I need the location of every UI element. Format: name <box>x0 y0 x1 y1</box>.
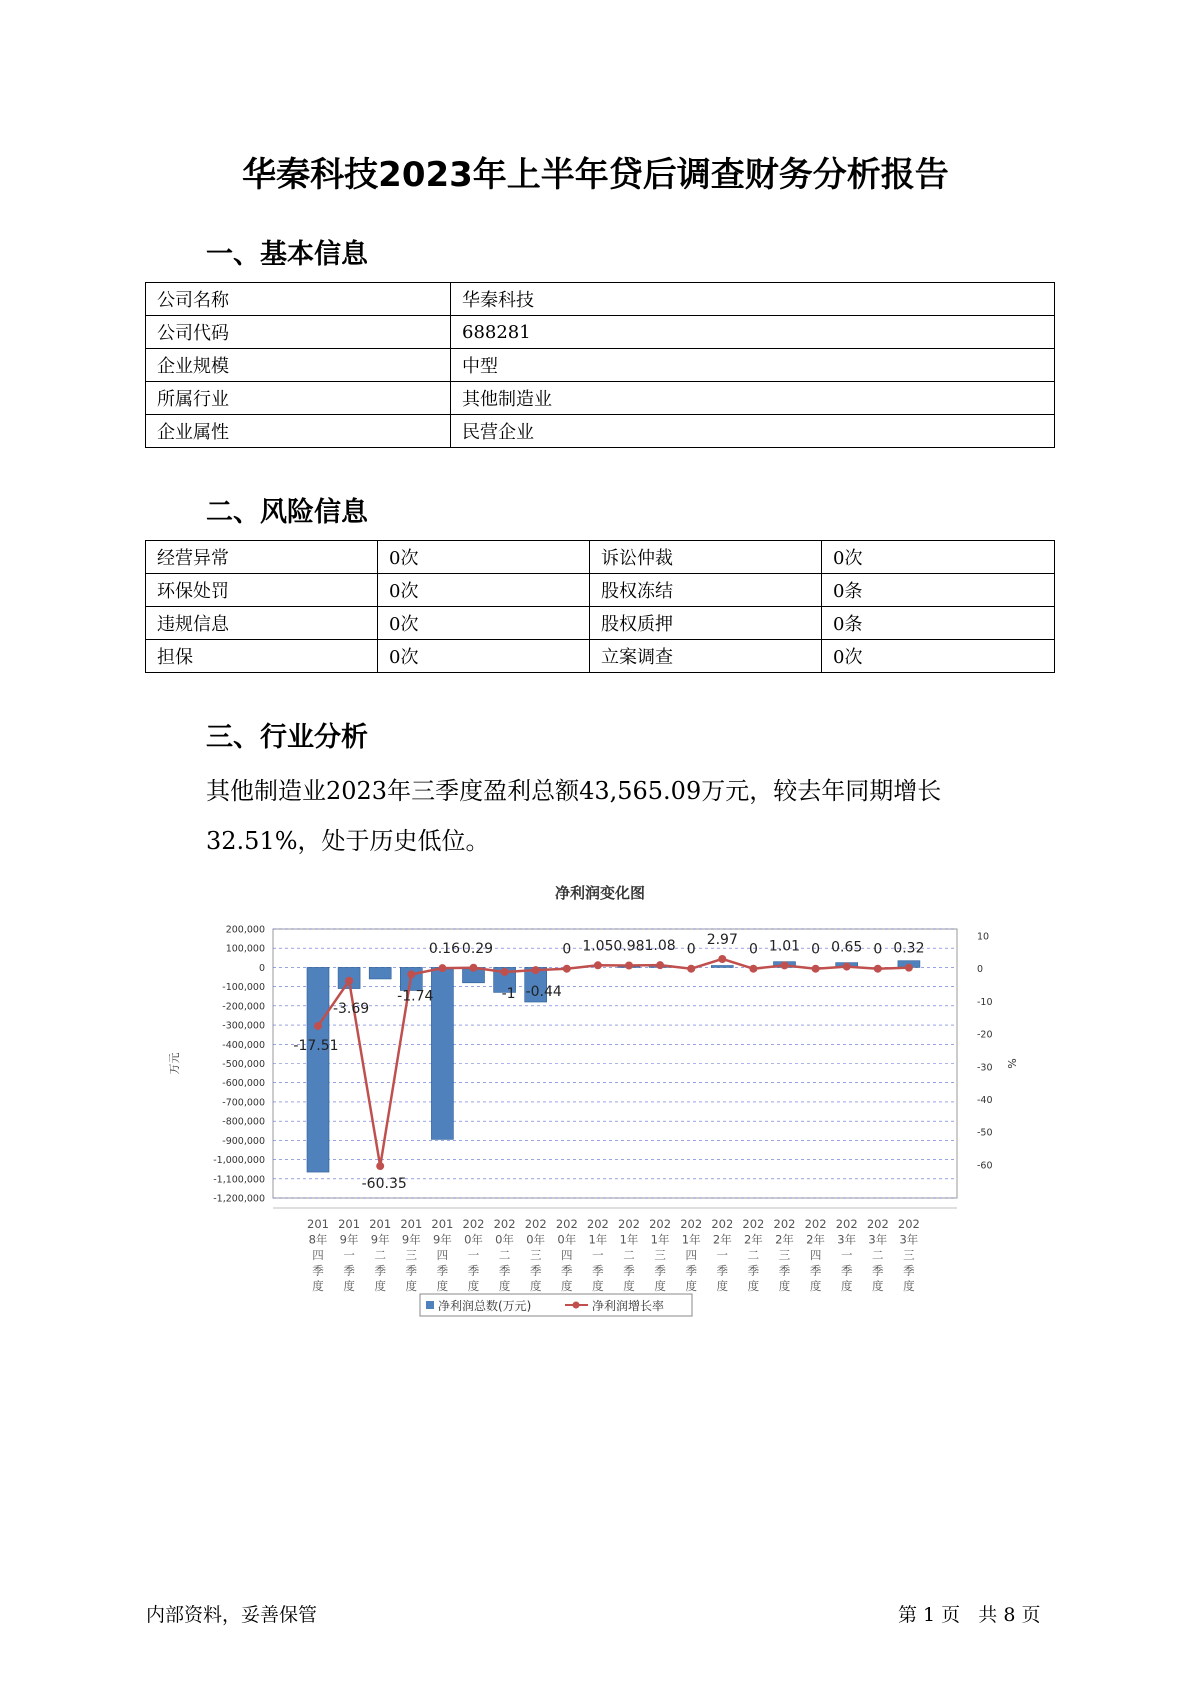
x-tick-label: 度 <box>592 1279 604 1293</box>
x-tick-label: 一 <box>716 1248 729 1262</box>
growth-point <box>718 955 726 963</box>
legend-line-marker <box>573 1302 580 1309</box>
x-tick-label: 季 <box>809 1263 822 1278</box>
basic-info-row <box>146 382 1055 415</box>
x-tick-label: 四 <box>809 1248 822 1262</box>
x-tick-label: 一 <box>467 1248 480 1262</box>
data-label: -0.44 <box>525 984 562 1001</box>
x-tick-label: 3年 <box>868 1232 888 1247</box>
growth-point <box>314 1022 322 1030</box>
x-tick-label: 一 <box>343 1248 355 1262</box>
basic-info-value: 其他制造业 <box>451 382 1055 415</box>
x-tick-label: 201 <box>307 1217 329 1231</box>
bar <box>307 967 329 1172</box>
y-tick-label: 0 <box>258 962 265 974</box>
basic-info-label: 公司代码 <box>146 316 451 349</box>
x-tick-label: 202 <box>680 1217 703 1231</box>
x-tick-label: 201 <box>431 1217 454 1231</box>
data-label: 0 <box>811 941 821 958</box>
data-label: 0.16 <box>428 941 460 958</box>
x-tick-label: 季 <box>840 1263 853 1278</box>
y-tick-label: -100,000 <box>222 982 265 994</box>
y-tick-label: 200,000 <box>225 924 265 936</box>
bar <box>431 967 453 1139</box>
x-tick-label: 季 <box>778 1263 791 1278</box>
x-tick-label: 9年 <box>432 1232 452 1247</box>
x-tick-label: 度 <box>809 1279 822 1293</box>
chart-title: 净利润变化图 <box>554 884 646 902</box>
x-tick-label: 季 <box>716 1263 729 1278</box>
legend-line-label: 净利润增长率 <box>592 1299 665 1313</box>
risk-label: 环保处罚 <box>146 574 378 607</box>
x-tick-label: 二 <box>623 1248 635 1262</box>
data-label: -1.74 <box>397 988 434 1005</box>
basic-info-row <box>146 283 1055 316</box>
x-tick-label: 季 <box>498 1263 511 1278</box>
footer-page-number: 第 1 页 共 8 页 <box>898 1604 1041 1626</box>
x-tick-label: 度 <box>312 1279 324 1293</box>
y-tick-label: -500,000 <box>222 1059 265 1070</box>
x-tick-label: 3年 <box>899 1232 919 1247</box>
y-tick-label: -1,000,000 <box>213 1155 265 1167</box>
basic-info-value: 华秦科技 <box>451 283 1055 316</box>
x-tick-label: 三 <box>654 1248 666 1262</box>
risk-value: 0次 <box>378 607 590 640</box>
x-tick-label: 202 <box>649 1217 672 1231</box>
x-tick-label: 202 <box>462 1217 485 1231</box>
x-tick-label: 度 <box>840 1279 853 1293</box>
x-tick-label: 202 <box>524 1217 547 1231</box>
x-tick-label: 季 <box>747 1263 760 1278</box>
x-tick-label: 季 <box>685 1263 697 1278</box>
growth-point <box>345 977 353 985</box>
x-tick-label: 度 <box>716 1279 729 1293</box>
growth-point <box>376 1162 384 1170</box>
basic-info-value: 688281 <box>451 316 1055 349</box>
growth-point <box>843 963 851 971</box>
x-tick-label: 季 <box>529 1263 542 1278</box>
x-tick-label: 202 <box>493 1217 516 1231</box>
x-tick-label: 四 <box>561 1248 573 1262</box>
growth-point <box>781 961 789 969</box>
x-tick-label: 1年 <box>650 1232 670 1247</box>
x-tick-label: 度 <box>498 1279 511 1293</box>
x-tick-label: 度 <box>903 1279 915 1293</box>
x-tick-label: 季 <box>561 1263 573 1278</box>
x-tick-label: 二 <box>498 1248 511 1262</box>
risk-label: 股权质押 <box>590 607 822 640</box>
x-tick-label: 季 <box>623 1263 635 1278</box>
risk-value: 0次 <box>378 640 590 673</box>
x-tick-label: 一 <box>592 1248 604 1262</box>
industry-paragraph <box>206 766 1046 866</box>
growth-point <box>594 961 602 969</box>
section-heading-basic-info: 一、基本信息 <box>206 239 368 270</box>
basic-info-label: 企业属性 <box>146 415 451 448</box>
growth-point <box>905 964 913 972</box>
x-tick-label: 度 <box>467 1279 480 1293</box>
x-tick-label: 季 <box>467 1263 480 1278</box>
x-tick-label: 202 <box>804 1217 827 1231</box>
risk-value: 0条 <box>822 607 1055 640</box>
x-tick-label: 季 <box>436 1263 449 1278</box>
x-tick-label: 1年 <box>619 1232 639 1247</box>
x-tick-label: 0年 <box>526 1232 546 1247</box>
x-tick-label: 202 <box>618 1217 640 1231</box>
growth-point <box>501 968 509 976</box>
data-label: 0.65 <box>831 939 863 956</box>
x-tick-label: 度 <box>529 1279 542 1293</box>
x-tick-label: 三 <box>903 1248 915 1262</box>
y-tick-label: -1,200,000 <box>213 1193 265 1205</box>
x-tick-label: 202 <box>742 1217 765 1231</box>
section-heading-industry: 三、行业分析 <box>206 722 368 753</box>
x-tick-label: 季 <box>592 1263 604 1278</box>
x-tick-label: 季 <box>374 1263 386 1278</box>
page-title: 华秦科技2023年上半年贷后调查财务分析报告 <box>242 155 949 195</box>
x-tick-label: 三 <box>405 1248 418 1262</box>
x-tick-label: 201 <box>338 1217 361 1231</box>
y-tick-label: -1,100,000 <box>213 1174 265 1186</box>
x-tick-label: 9年 <box>370 1232 390 1247</box>
y2-tick-label: -20 <box>977 1029 993 1041</box>
risk-label: 立案调查 <box>590 640 822 673</box>
data-label: 0.32 <box>893 940 925 957</box>
y2-tick-label: -10 <box>977 996 993 1008</box>
x-tick-label: 度 <box>436 1279 449 1293</box>
data-label: 1.08 <box>644 938 676 955</box>
growth-point <box>625 961 633 969</box>
risk-info-row <box>146 541 1055 574</box>
data-label: -17.51 <box>293 1037 339 1054</box>
y2-tick-label: 10 <box>977 931 990 943</box>
x-tick-label: 202 <box>897 1217 920 1231</box>
basic-info-row <box>146 316 1055 349</box>
x-tick-label: 度 <box>654 1279 666 1293</box>
x-tick-label: 9年 <box>339 1232 359 1247</box>
risk-info-row <box>146 640 1055 673</box>
y2-tick-label: -30 <box>977 1062 993 1074</box>
basic-info-table <box>145 282 1055 448</box>
footer-note: 内部资料，妥善保管 <box>146 1604 318 1626</box>
basic-info-row <box>146 415 1055 448</box>
x-tick-label: 度 <box>374 1279 386 1293</box>
growth-point <box>563 965 571 973</box>
risk-label: 股权冻结 <box>590 574 822 607</box>
bar <box>369 967 391 979</box>
risk-label: 诉讼仲裁 <box>590 541 822 574</box>
y2-tick-label: -60 <box>977 1160 993 1172</box>
risk-value: 0次 <box>378 541 590 574</box>
data-label: 0 <box>686 941 696 958</box>
risk-value: 0次 <box>822 640 1055 673</box>
data-label: 0 <box>562 941 572 958</box>
basic-info-label: 所属行业 <box>146 382 451 415</box>
x-tick-label: 度 <box>405 1279 418 1293</box>
x-tick-label: 季 <box>405 1263 418 1278</box>
x-tick-label: 1年 <box>681 1232 701 1247</box>
x-tick-label: 四 <box>685 1248 697 1262</box>
basic-info-value: 民营企业 <box>451 415 1055 448</box>
industry-paragraph-text: 其他制造业2023年三季度盈利总额43,565.09万元，较去年同期增长32.51%，处于历史低位。 <box>206 777 942 855</box>
risk-value: 0次 <box>378 574 590 607</box>
y-tick-label: 100,000 <box>225 943 265 955</box>
x-tick-label: 1年 <box>588 1232 608 1247</box>
y-tick-label: -400,000 <box>222 1039 265 1051</box>
basic-info-label: 企业规模 <box>146 349 451 382</box>
data-label: 0 <box>873 941 883 958</box>
growth-point <box>874 965 882 973</box>
data-label: -3.69 <box>332 1000 370 1017</box>
risk-label: 经营异常 <box>146 541 378 574</box>
x-tick-label: 度 <box>343 1279 355 1293</box>
data-label: 0 <box>748 941 758 958</box>
y-tick-label: -200,000 <box>222 1001 265 1013</box>
x-tick-label: 0年 <box>495 1232 515 1247</box>
x-tick-label: 202 <box>555 1217 578 1231</box>
x-tick-label: 2年 <box>775 1232 794 1247</box>
x-tick-label: 二 <box>374 1248 386 1262</box>
y2-axis-label: % <box>1005 1058 1018 1069</box>
x-tick-label: 一 <box>840 1248 853 1262</box>
y2-tick-label: 0 <box>977 964 984 976</box>
basic-info-row <box>146 349 1055 382</box>
bar <box>711 966 733 968</box>
growth-point <box>407 970 415 978</box>
x-tick-label: 2年 <box>806 1232 826 1247</box>
data-label: 0.98 <box>613 938 645 955</box>
x-tick-label: 四 <box>436 1248 449 1262</box>
data-label: -60.35 <box>361 1176 407 1193</box>
x-tick-label: 202 <box>586 1217 609 1231</box>
x-tick-label: 季 <box>903 1263 915 1278</box>
x-tick-label: 2年 <box>743 1232 763 1247</box>
growth-point <box>532 966 540 974</box>
x-tick-label: 3年 <box>837 1232 857 1247</box>
growth-point <box>470 964 478 972</box>
x-tick-label: 季 <box>312 1263 324 1278</box>
y-tick-label: -700,000 <box>222 1097 265 1109</box>
growth-point <box>687 965 695 973</box>
y-tick-label: -800,000 <box>222 1116 265 1128</box>
data-label: 2.97 <box>706 931 738 948</box>
y-tick-label: -900,000 <box>222 1135 265 1147</box>
section-heading-risk-info: 二、风险信息 <box>206 497 368 528</box>
basic-info-value: 中型 <box>451 349 1055 382</box>
x-tick-label: 2年 <box>712 1232 732 1247</box>
basic-info-label: 公司名称 <box>146 283 451 316</box>
x-tick-label: 二 <box>747 1248 760 1262</box>
y2-tick-label: -50 <box>977 1127 993 1139</box>
risk-info-table <box>145 540 1055 673</box>
risk-value: 0次 <box>822 541 1055 574</box>
x-tick-label: 202 <box>835 1217 858 1231</box>
risk-value: 0条 <box>822 574 1055 607</box>
x-tick-label: 三 <box>529 1248 542 1262</box>
growth-point <box>438 964 446 972</box>
risk-label: 违规信息 <box>146 607 378 640</box>
growth-point <box>656 961 664 969</box>
x-tick-label: 8年 <box>308 1232 328 1247</box>
y-tick-label: -300,000 <box>222 1020 265 1032</box>
x-tick-label: 度 <box>872 1279 884 1293</box>
x-tick-label: 0年 <box>557 1232 577 1247</box>
x-tick-label: 202 <box>711 1217 734 1231</box>
x-tick-label: 三 <box>778 1248 791 1262</box>
data-label: 1.05 <box>582 938 614 955</box>
x-tick-label: 201 <box>369 1217 392 1231</box>
x-tick-label: 季 <box>872 1263 884 1278</box>
net-profit-chart <box>170 880 1040 1340</box>
x-tick-label: 度 <box>623 1279 635 1293</box>
x-tick-label: 202 <box>866 1217 889 1231</box>
growth-point <box>812 965 820 973</box>
y2-tick-label: -40 <box>977 1095 993 1106</box>
risk-info-row <box>146 574 1055 607</box>
data-label: -1 <box>501 985 516 1002</box>
legend-bar-swatch <box>426 1301 434 1309</box>
y-axis-label: 万元 <box>168 1052 181 1075</box>
x-tick-label: 季 <box>654 1263 666 1278</box>
x-tick-label: 202 <box>773 1217 796 1231</box>
x-tick-label: 二 <box>872 1248 884 1262</box>
x-tick-label: 0年 <box>464 1232 483 1247</box>
x-tick-label: 度 <box>747 1279 760 1293</box>
data-label: 0.29 <box>461 940 494 957</box>
risk-info-row <box>146 607 1055 640</box>
x-tick-label: 季 <box>343 1263 355 1278</box>
legend-bar-label: 净利润总数(万元) <box>438 1299 532 1313</box>
x-tick-label: 度 <box>778 1279 791 1293</box>
data-label: 1.01 <box>768 938 801 955</box>
x-tick-label: 度 <box>561 1279 573 1293</box>
y-tick-label: -600,000 <box>222 1078 265 1090</box>
x-tick-label: 度 <box>685 1279 697 1293</box>
x-tick-label: 9年 <box>401 1232 421 1247</box>
growth-point <box>749 965 757 973</box>
x-tick-label: 四 <box>312 1248 324 1262</box>
x-tick-label: 201 <box>400 1217 423 1231</box>
risk-label: 担保 <box>146 640 378 673</box>
